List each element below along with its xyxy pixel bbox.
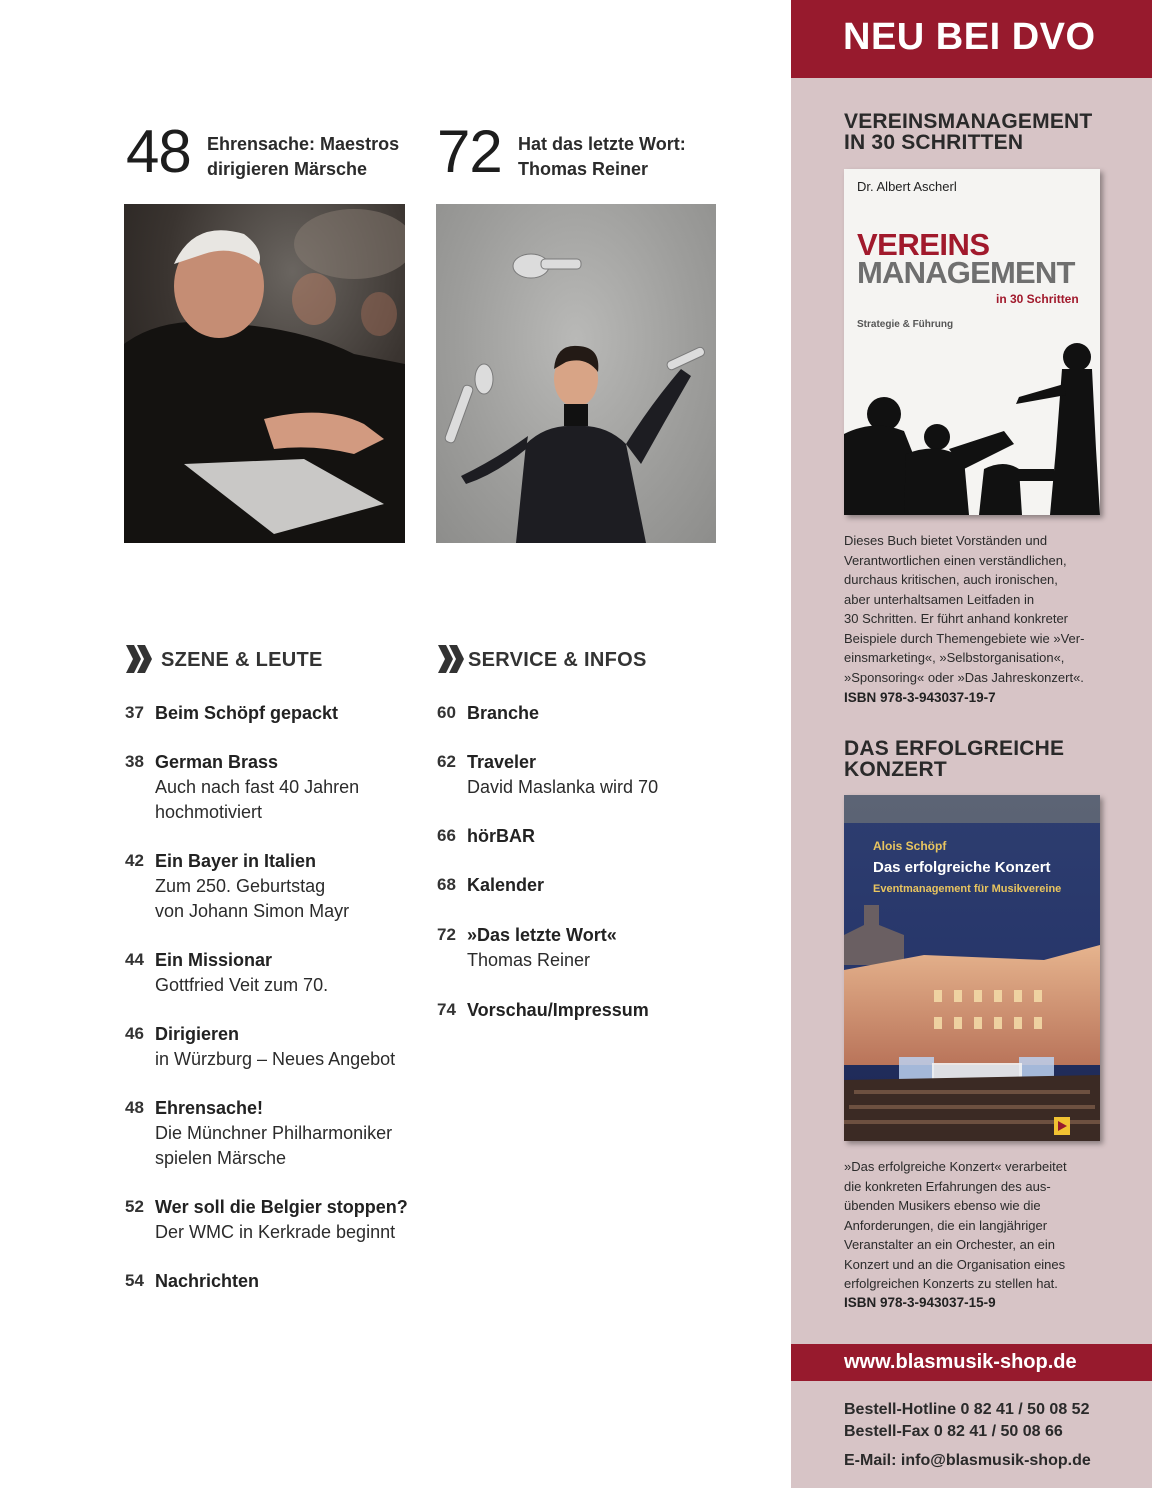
toc-title: German Brass [155, 752, 279, 772]
conductor-illustration [124, 204, 405, 543]
book1-cover-title-3: in 30 Schritten [996, 292, 1079, 306]
feature-teaser-72[interactable] [437, 118, 727, 192]
book1-cover-title-2: MANAGEMENT [857, 255, 1075, 290]
double-chevron-icon [124, 643, 154, 675]
section-service-infos [436, 643, 726, 1020]
toc-title: Ehrensache! [155, 1098, 264, 1118]
book2-heading: DAS ERFOLGREICHE KONZERT [844, 737, 1065, 781]
sidebar-header-title: NEU BEI DVO [843, 16, 1096, 58]
section-title: SZENE & LEUTE [161, 649, 323, 671]
toc-title: Kalender [467, 875, 545, 895]
conductor-photo [124, 204, 405, 543]
section-header [124, 643, 414, 677]
feature-title: Ehrensache: Maestros dirigieren Märsche [207, 134, 400, 179]
feature-title: Hat das letzte Wort: Thomas Reiner [518, 134, 686, 179]
feature-teaser-48[interactable] [126, 118, 416, 192]
toc-title: Ein Missionar [155, 950, 273, 970]
sidebar-header [791, 0, 1152, 78]
sidebar-new-releases [791, 0, 1152, 1488]
toc-title: »Das letzte Wort« [467, 925, 617, 945]
section-szene-leute [124, 643, 414, 1291]
book1-cover-author: Dr. Albert Ascherl [857, 179, 957, 194]
toc-page: 54 [125, 1271, 144, 1290]
book1-cover-title-1: VEREINS [857, 227, 990, 262]
toc-subtitle: Die Münchner Philharmoniker spielen Märsche [155, 1123, 393, 1168]
shop-url-link[interactable]: www.blasmusik-shop.de [844, 1351, 1077, 1373]
book1-cover-subtitle: Strategie & Führung [857, 319, 954, 330]
trumpeter-illustration [436, 204, 716, 543]
book1-description: Dieses Buch bietet Vorständen und Verantwortlichen einen verständlichen, durchaus kritischen, auch ironischen, aber unterhaltsamen Leitfaden in 30 Schritten. Er führt anhand konkreter Beispiele durch Themengebiete wie »Ver- einsmarketing«, »Selbstorganisation«, »Sponsoring« oder »Das Jahreskonzert«. [844, 533, 1085, 685]
toc-title: Vorschau/Impressum [467, 1000, 649, 1020]
book1-cover[interactable] [844, 169, 1100, 515]
toc-page: 42 [125, 851, 144, 870]
feature-page-number: 48 [126, 118, 191, 185]
orchestra-silhouette [844, 169, 1100, 515]
toc-page: 62 [437, 752, 456, 771]
toc-page: 46 [125, 1024, 144, 1043]
toc-title: Traveler [467, 752, 537, 772]
book1-heading: VEREINSMANAGEMENT IN 30 SCHRITTEN [844, 110, 1093, 154]
toc-subtitle: Auch nach fast 40 Jahren hochmotiviert [155, 777, 360, 822]
toc-title: Nachrichten [155, 1271, 260, 1291]
feature-page-number: 72 [437, 118, 502, 185]
book1-isbn: ISBN 978-3-943037-19-7 [844, 690, 996, 705]
toc-subtitle: Gottfried Veit zum 70. [155, 975, 329, 995]
double-chevron-icon [436, 643, 466, 675]
toc-page: 60 [437, 703, 456, 722]
toc-subtitle: Thomas Reiner [467, 950, 591, 970]
toc-title: hörBAR [467, 826, 535, 846]
shop-url-bar[interactable] [791, 1344, 1152, 1381]
section-header [436, 643, 726, 677]
book2-description: »Das erfolgreiche Konzert« verarbeitet die konkreten Erfahrungen des aus- übenden Musikers ebenso wie die Anforderungen, die ein langjähriger Veranstalter an ein Orchester, an ein Konzert und an die Organisation eines erfolgreichen Konzerts zu stellen hat. [844, 1159, 1067, 1291]
toc-subtitle: Zum 250. Geburtstag von Johann Simon Mayr [155, 876, 350, 921]
toc-page: 68 [437, 875, 456, 894]
book2-cover[interactable] [844, 795, 1100, 1141]
toc-page: 72 [437, 925, 456, 944]
order-email[interactable]: E-Mail: info@blasmusik-shop.de [844, 1452, 1091, 1469]
toc-title: Dirigieren [155, 1024, 240, 1044]
toc-page: 48 [125, 1098, 144, 1117]
order-fax: Bestell-Fax 0 82 41 / 50 08 66 [844, 1423, 1063, 1440]
book2-isbn: ISBN 978-3-943037-15-9 [844, 1295, 996, 1310]
toc-page: 37 [125, 703, 144, 722]
toc-subtitle: in Würzburg – Neues Angebot [155, 1049, 396, 1069]
toc-title: Branche [467, 703, 540, 723]
toc-subtitle: Der WMC in Kerkrade beginnt [155, 1222, 396, 1242]
book2-cover-title: Das erfolgreiche Konzert [873, 859, 1051, 876]
toc-page: 44 [125, 950, 144, 969]
toc-title: Wer soll die Belgier stoppen? [155, 1197, 408, 1217]
toc-page: 66 [437, 826, 456, 845]
toc-page: 38 [125, 752, 144, 771]
book2-cover-subtitle: Eventmanagement für Musikvereine [873, 883, 1062, 895]
trumpeter-photo [436, 204, 716, 543]
toc-title: Beim Schöpf gepackt [155, 703, 339, 723]
toc-title: Ein Bayer in Italien [155, 851, 317, 871]
section-title: SERVICE & INFOS [468, 649, 647, 671]
toc-subtitle: David Maslanka wird 70 [467, 777, 659, 797]
book2-cover-author: Alois Schöpf [873, 839, 947, 853]
toc-page: 52 [125, 1197, 144, 1216]
order-hotline: Bestell-Hotline 0 82 41 / 50 08 52 [844, 1401, 1090, 1418]
toc-page: 74 [437, 1000, 456, 1019]
